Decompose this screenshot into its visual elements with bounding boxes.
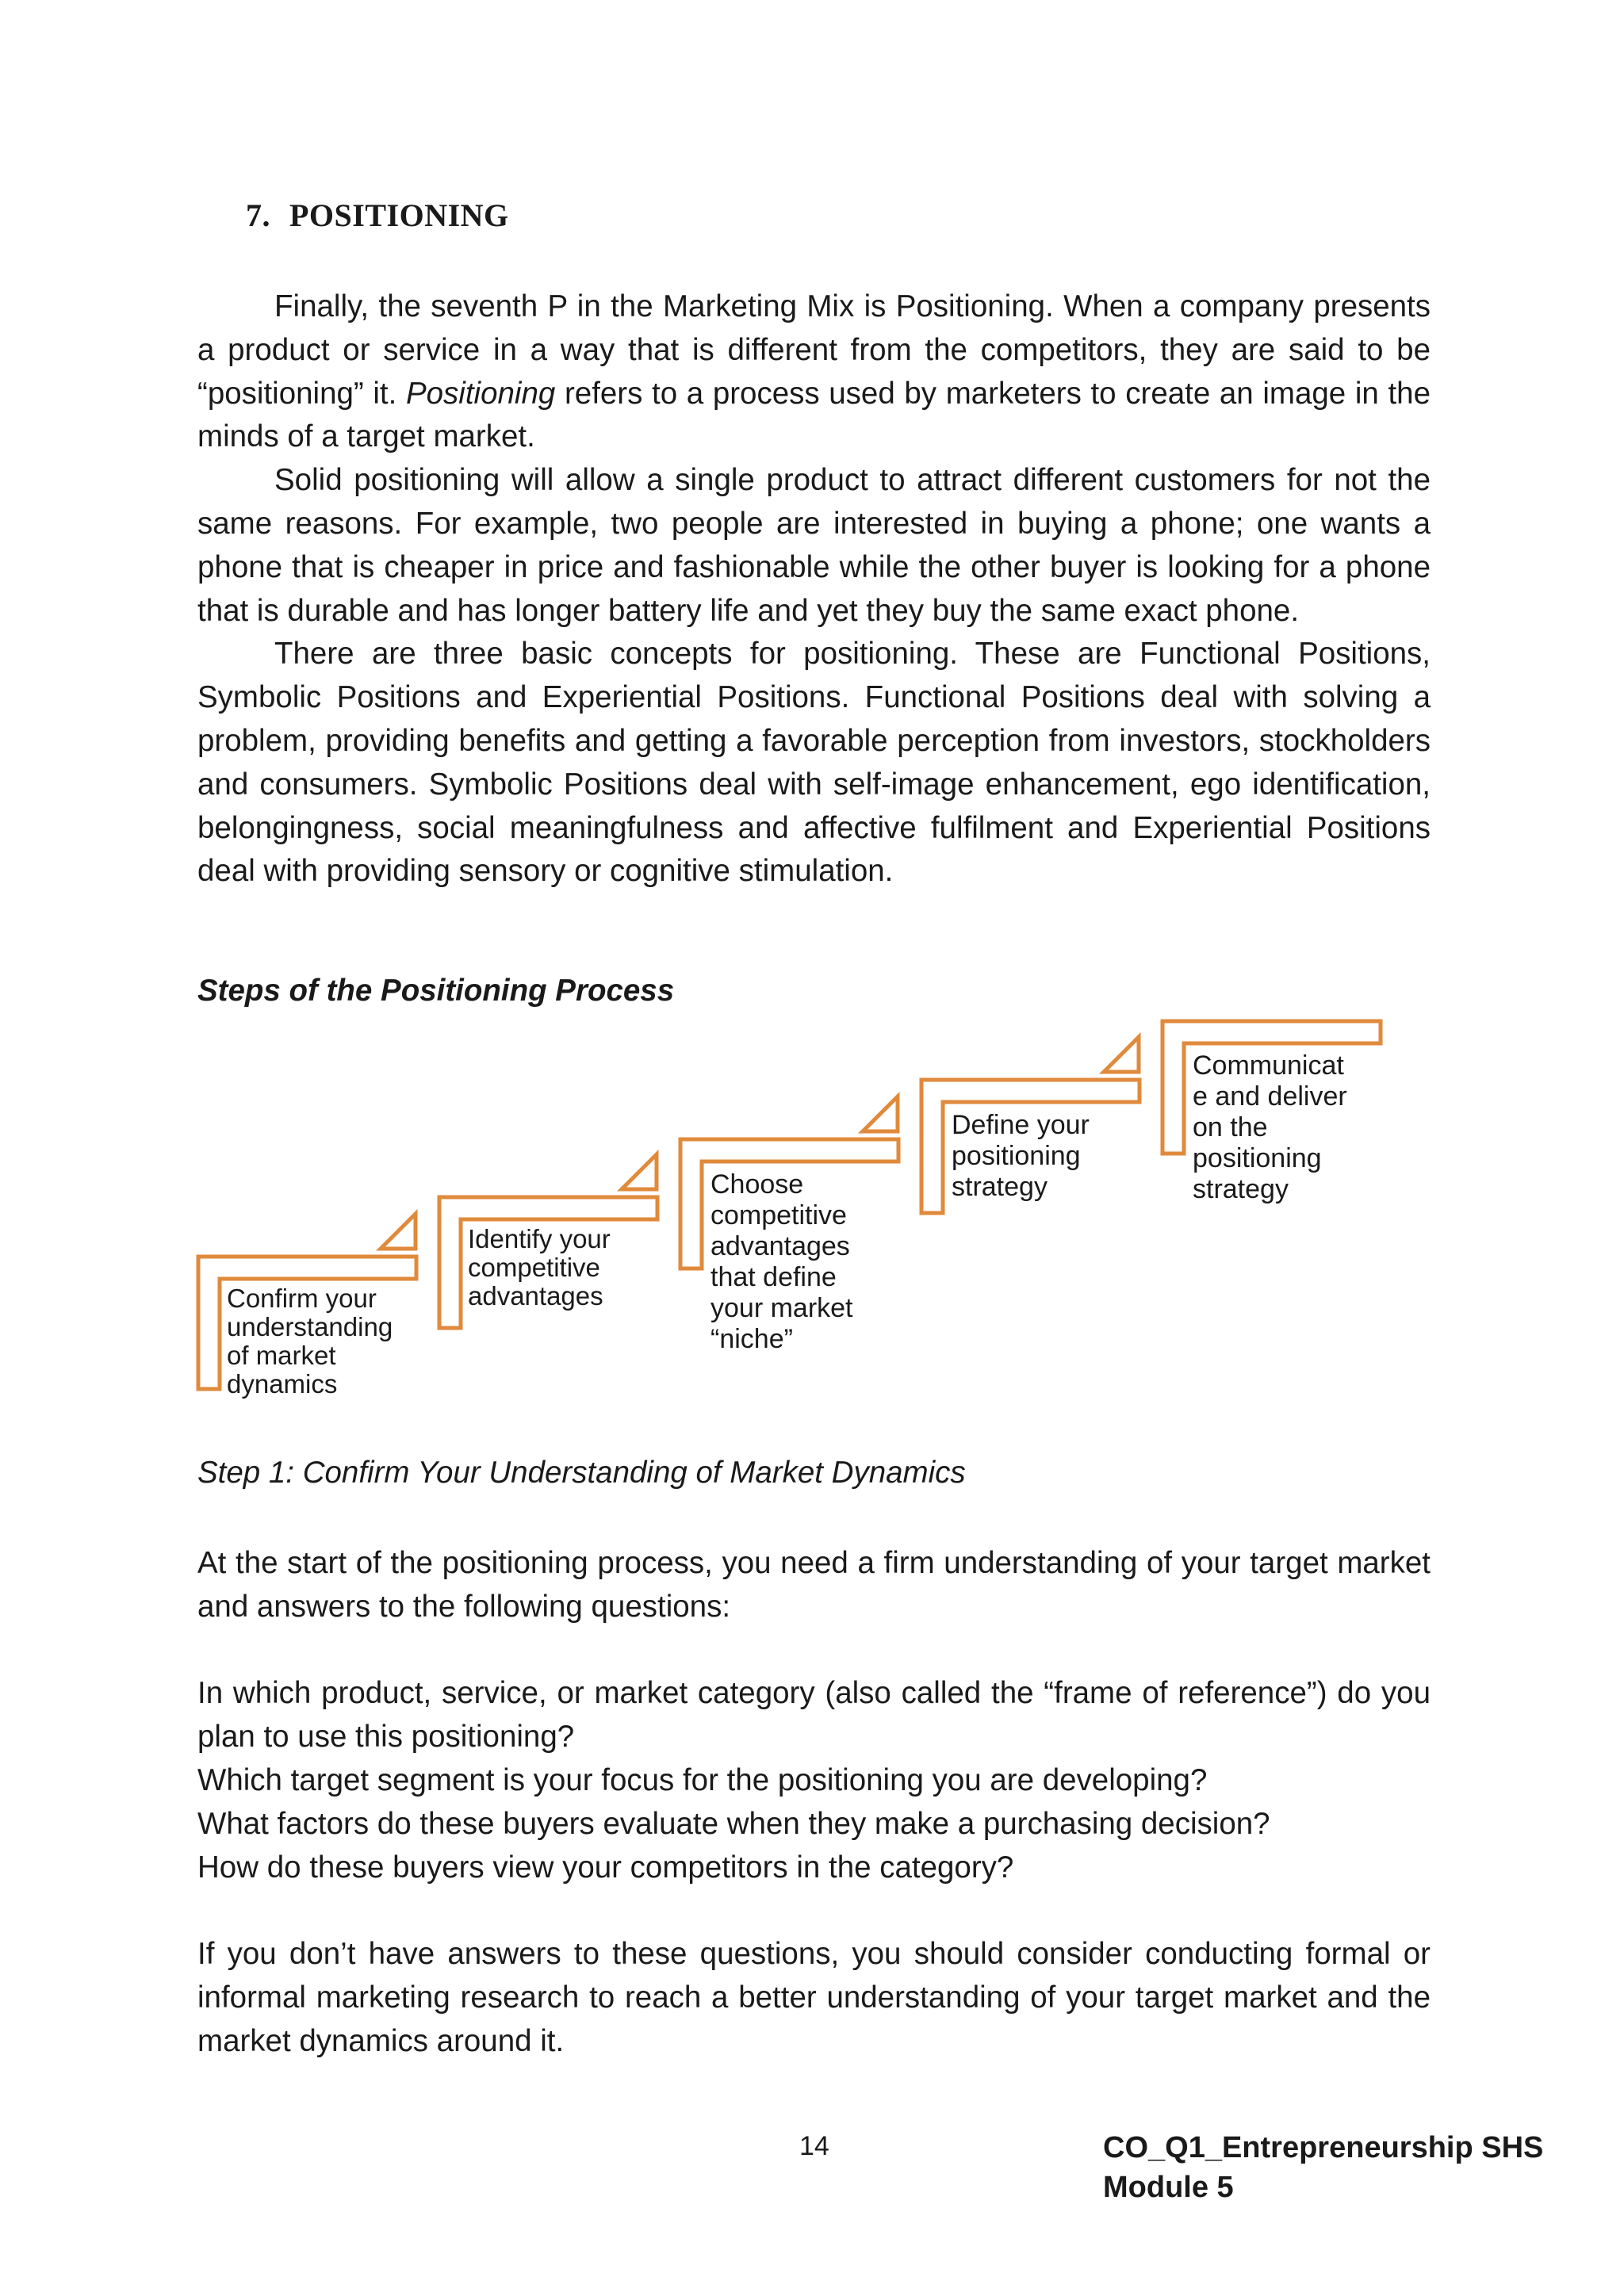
step-label-line: e and deliver — [1193, 1081, 1347, 1112]
paragraph-3: There are three basic concepts for positioning. These are Functional Positions, Symbolic Positions and Experiential Positions. Functional Positions deal with solving a problem, providing benefits and getting a favorable perception from investors, stockholders and consumers. Symbolic Positions deal with self-image enhancement, ego identification, belongingness, social meaningfulness and affective fulfilment and Experiential Positions deal with providing sensory or cognitive stimulation. — [197, 637, 1431, 889]
step1-conclusion: If you don’t have answers to these questions, you should consider conducting formal or informal marketing research to reach a better understanding of your target market and the market dynamics around it. — [197, 1937, 1431, 2058]
section-number: 7. — [246, 197, 270, 233]
step-label-line: your market — [710, 1293, 853, 1323]
step-label-line: strategy — [952, 1172, 1048, 1202]
step-label-line: Confirm your — [227, 1284, 377, 1313]
step-label-1 — [227, 1284, 393, 1399]
paragraph-2: Solid positioning will allow a single product to attract different customers for not the same reasons. For example, two people are interested in buying a phone; one wants a phone that is cheaper in price and fashionable while the other buyer is looking for a phone that is durable and has longer battery life and yet they buy the same exact phone. — [197, 463, 1431, 628]
step-label-line: competitive — [468, 1253, 600, 1282]
question-3: What factors do these buyers evaluate when they make a purchasing decision? — [197, 1806, 1270, 1841]
step-label-line: strategy — [1193, 1174, 1289, 1204]
question-2: Which target segment is your focus for the positioning you are developing? — [197, 1762, 1208, 1797]
step-label-line: advantages — [710, 1231, 850, 1261]
question-4: How do these buyers view your competitors in the category? — [197, 1850, 1014, 1885]
step-label-line: Define your — [952, 1110, 1090, 1140]
stair-arrow-3 — [863, 1096, 898, 1131]
step-label-line: competitive — [710, 1200, 847, 1230]
step-label-5 — [1193, 1050, 1347, 1205]
step-label-line: positioning — [952, 1141, 1081, 1171]
step-label-line: advantages — [468, 1281, 603, 1311]
step-label-line: on the — [1193, 1112, 1268, 1142]
step-label-line: positioning — [1193, 1143, 1322, 1173]
module-code — [1103, 2128, 1543, 2207]
step-label-line: of market — [227, 1341, 336, 1370]
step-label-3 — [710, 1169, 853, 1355]
stair-arrow-4 — [1104, 1037, 1139, 1072]
module-code-line-2: Module 5 — [1103, 2171, 1234, 2204]
step-label-line: Communicat — [1193, 1050, 1344, 1081]
question-1: In which product, service, or market category (also called the “frame of reference”) do you plan to use this positioning? — [197, 1676, 1431, 1755]
stair-arrow-2 — [622, 1154, 657, 1189]
step1-intro: At the start of the positioning process, you need a firm understanding of your target market and answers to the following questions: — [197, 1546, 1431, 1624]
module-code-line-1: CO_Q1_Entrepreneurship SHS — [1103, 2131, 1544, 2164]
step-label-2 — [468, 1225, 611, 1311]
step-label-line: dynamics — [227, 1369, 338, 1399]
stair-arrow-1 — [381, 1214, 416, 1249]
step-label-line: Choose — [710, 1169, 804, 1200]
step1-text — [197, 1542, 1431, 2064]
section-title: POSITIONING — [289, 197, 509, 233]
step1-title: Step 1: Confirm Your Understanding of Market Dynamics — [197, 1456, 966, 1490]
diagram-title: Steps of the Positioning Process — [197, 974, 675, 1008]
paragraph-1: Finally, the seventh P in the Marketing Mix is Positioning. When a company presents a product or service in a way that is different from the competitors, they are said to be “positioning” it. Positioning refers to a process used by marketers to create an image in the minds of a target market. — [197, 289, 1431, 454]
step-label-4 — [952, 1110, 1090, 1203]
step-label-line: “niche” — [710, 1324, 793, 1354]
step-label-line: that define — [710, 1262, 837, 1292]
step-label-line: understanding — [227, 1312, 393, 1341]
page-number: 14 — [799, 2131, 829, 2161]
italic-term: Positioning — [405, 376, 556, 411]
step-label-line: Identify your — [468, 1224, 611, 1253]
